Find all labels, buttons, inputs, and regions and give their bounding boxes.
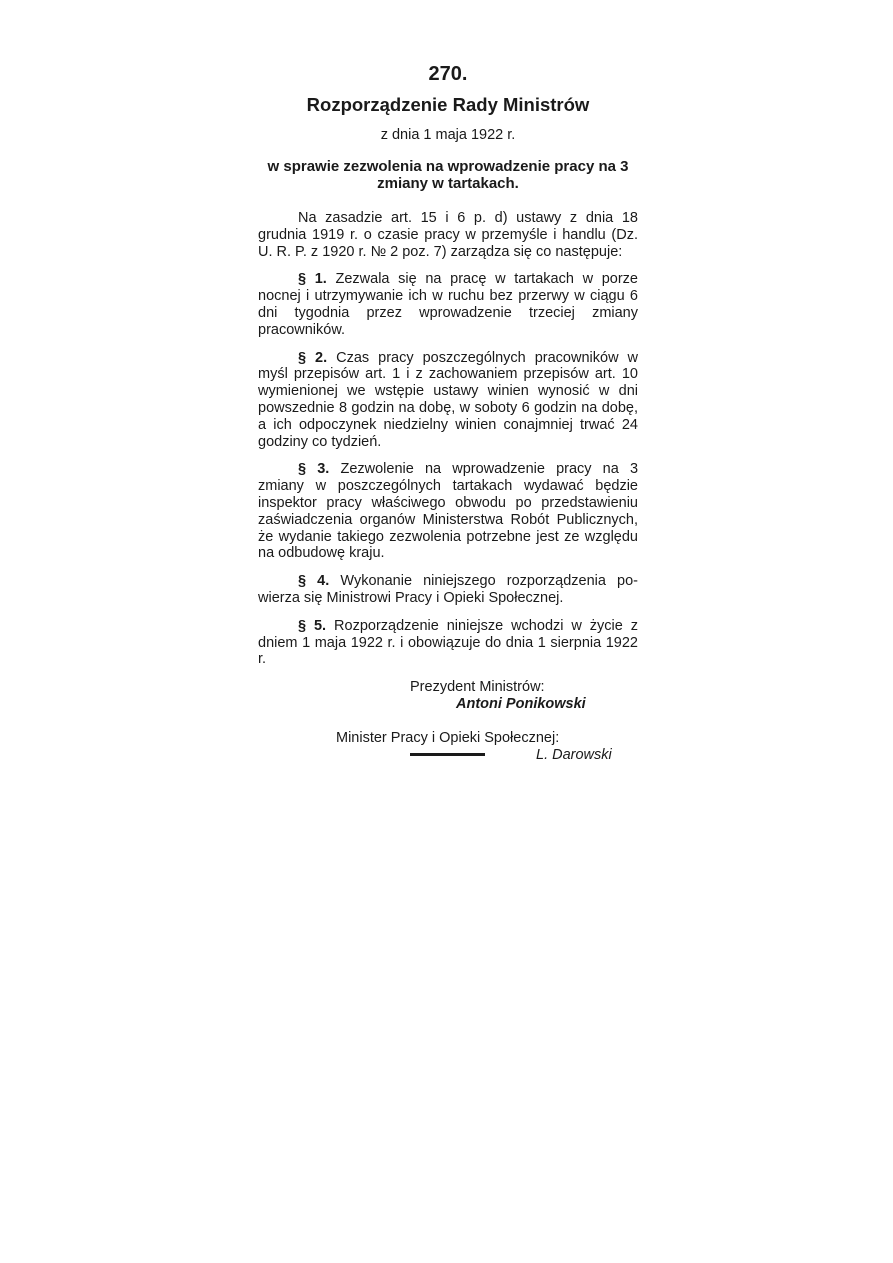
- section-text: Czas pracy poszczególnych pracowników w myśl przepisów art. 1 i z zachowaniem przepisów art. 10 wymienionej we wstępie ustawy winien wynosić w dni powszednie 8 godzin na dobę, w soboty 6 godzin na dobę, a ich odpoczynek niedzielny winien conajmniej trwać 24 godziny co tydzień.: [258, 349, 638, 450]
- section-4: [258, 573, 638, 607]
- signature-role: Prezydent Ministrów:: [410, 679, 545, 696]
- section-2: [258, 350, 638, 451]
- section-text: Zezwala się na pracę w tartakach w porze nocnej i utrzymywanie ich w ruchu bez przerwy w ciągu 6 dni tygodnia przez wprowadzenie trzeciej zmiany pracowników.: [258, 271, 638, 338]
- intro-paragraph: Na zasadzie art. 15 i 6 p. d) ustawy z dnia 18 grudnia 1919 r. o czasie pracy w przemyśle i handlu (Dz. U. R. P. z 1920 r. № 2 poz. 7) zarządza się co następuje:: [258, 210, 638, 260]
- section-text: Wykonanie niniejszego rozporządzenia powierza się Ministrowi Pracy i Opieki Społecznej.: [258, 573, 639, 606]
- section-3: [258, 461, 638, 562]
- section-mark: § 3.: [298, 461, 330, 478]
- signature-role: Minister Pracy i Opieki Społecznej:: [336, 730, 560, 747]
- section-mark: § 2.: [298, 349, 328, 366]
- signatures: [258, 679, 638, 764]
- section-mark: § 5.: [298, 617, 327, 634]
- section-text: Rozporządzenie niniejsze wchodzi w życie z dniem 1 maja 1922 r. i obowiązuje do dnia 1 sierpnia 1922 r.: [258, 617, 639, 668]
- closing-rule: [410, 753, 485, 756]
- section-mark: § 1.: [298, 271, 327, 288]
- signature-name: Antoni Ponikowski: [456, 696, 586, 713]
- act-number: 270.: [428, 63, 468, 85]
- section-text: Zezwolenie na wprowadzenie pracy na 3 zmiany w poszczególnych tartakach wydawać będzie inspektor pracy właściwego obwodu po przedstawieniu zaświadczenia organów Ministerstwa Robót Publicznych, że wydanie takiego zezwolenia potrzebne jest ze względu na odbudowę kraju.: [258, 461, 639, 562]
- act-subject: w sprawie zezwolenia na wprowadzenie pracy na 3 zmiany w tartakach.: [267, 158, 629, 192]
- document-column: [258, 62, 638, 764]
- section-5: [258, 618, 638, 668]
- section-mark: § 4.: [298, 573, 330, 590]
- act-date: z dnia 1 maja 1922 r.: [380, 127, 516, 143]
- signature-name: L. Darowski: [536, 747, 612, 764]
- section-1: [258, 271, 638, 338]
- act-title: Rozporządzenie Rady Ministrów: [306, 94, 590, 115]
